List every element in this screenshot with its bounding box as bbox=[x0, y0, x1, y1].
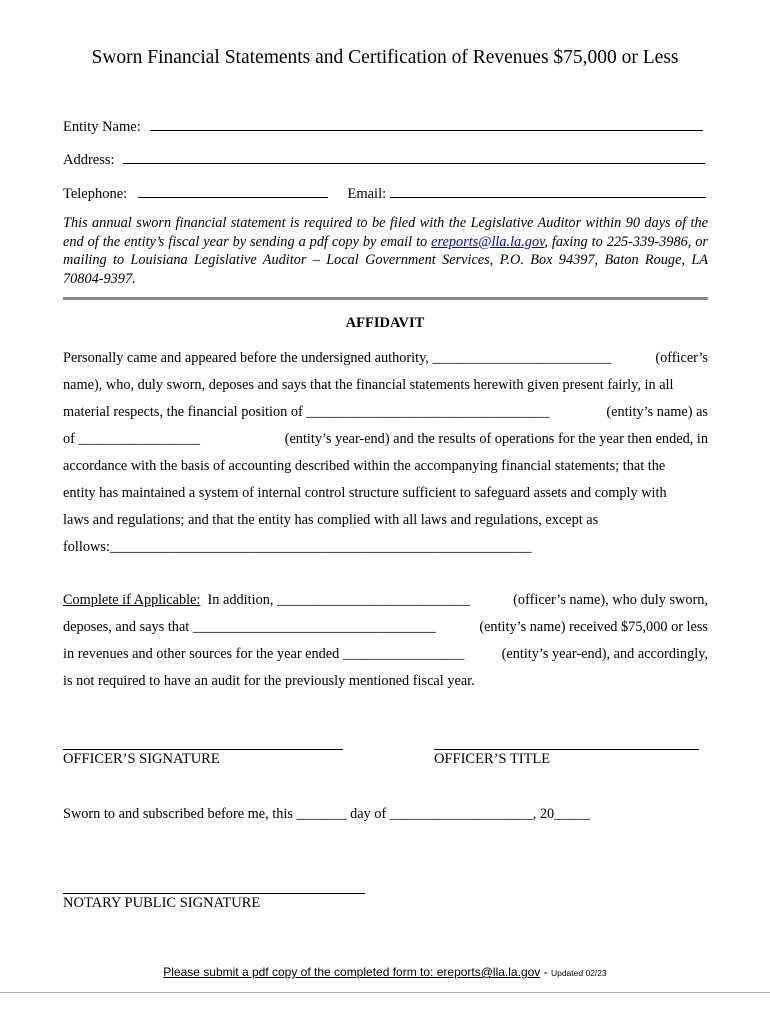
affidavit-heading: AFFIDAVIT bbox=[345, 315, 425, 331]
applicable-text: (officer’s name), who duly sworn, bbox=[513, 592, 708, 608]
affidavit-text: entity has maintained a system of internal control structure sufficient to safeguard assets and comply with bbox=[63, 485, 667, 501]
affidavit-line bbox=[63, 350, 708, 370]
applicable-text: (entity’s year-end), and accordingly, bbox=[501, 646, 708, 662]
page-title: Sworn Financial Statements and Certification of Revenues $75,000 or Less bbox=[91, 47, 679, 68]
intro-text-after: , faxing to 225-339-3986, or mailing to Louisiana Legislative Auditor – Local Government Services, P.O. Box 94397, Baton Rouge, LA 70804-9397. bbox=[63, 233, 708, 287]
year-end-blank[interactable]: _________________ bbox=[342, 646, 465, 662]
affidavit-text: accordance with the basis of accounting described within the accompanying financial statements; that the bbox=[63, 458, 666, 474]
affidavit-text: laws and regulations; and that the entity has complied with all laws and regulations, except as bbox=[63, 512, 599, 528]
officer-signature-label: OFFICER’S SIGNATURE bbox=[63, 751, 220, 767]
applicable-label: Complete if Applicable: bbox=[63, 592, 201, 608]
affidavit-line bbox=[63, 458, 708, 478]
entity-name-blank[interactable]: __________________________________ bbox=[306, 404, 550, 420]
applicable-line bbox=[63, 619, 708, 639]
officer-name-blank[interactable]: ___________________________ bbox=[277, 592, 471, 608]
applicable-line bbox=[63, 673, 708, 693]
footer-separator: - bbox=[540, 965, 551, 979]
officer-title-label: OFFICER’S TITLE bbox=[434, 751, 551, 767]
email-link[interactable]: ereports@lla.la.gov bbox=[431, 233, 545, 250]
footer-updated: Updated 02/23 bbox=[550, 968, 607, 978]
officer-title-line[interactable] bbox=[434, 749, 699, 750]
intro-text-before: This annual sworn financial statement is required to be filed with the Legislative Auditor within 90 days of the end of the entity’s fiscal year by sending a pdf copy by email to bbox=[63, 215, 708, 250]
address-field[interactable] bbox=[123, 149, 705, 164]
officer-name-blank[interactable]: _________________________ bbox=[432, 350, 612, 366]
affidavit-text: Personally came and appeared before the undersigned authority, bbox=[63, 350, 433, 366]
affidavit-text: of bbox=[63, 431, 79, 447]
entity-name-blank[interactable]: __________________________________ bbox=[192, 619, 436, 635]
applicable-text: (entity’s name) received $75,000 or less bbox=[479, 619, 708, 635]
intro-paragraph bbox=[63, 214, 708, 288]
affidavit-text: (officer’s bbox=[655, 350, 708, 366]
divider bbox=[63, 297, 708, 300]
telephone-field[interactable] bbox=[138, 183, 328, 198]
affidavit-line bbox=[63, 404, 708, 424]
address-label: Address: bbox=[63, 152, 115, 168]
affidavit-line bbox=[63, 377, 708, 397]
address-row bbox=[63, 149, 705, 169]
affidavit-text: material respects, the financial position of bbox=[63, 404, 307, 420]
entity-name-row bbox=[63, 116, 703, 136]
affidavit-text: (entity’s year-end) and the results of operations for the year then ended, in bbox=[284, 431, 708, 447]
email-label: Email: bbox=[347, 186, 387, 202]
affidavit-line bbox=[63, 485, 708, 505]
affidavit-text: (entity’s name) as bbox=[606, 404, 708, 420]
applicable-line bbox=[63, 592, 708, 612]
email-field[interactable] bbox=[390, 183, 706, 198]
page-bottom-rule bbox=[0, 992, 770, 993]
notary-signature-label: NOTARY PUBLIC SIGNATURE bbox=[63, 895, 261, 911]
footer bbox=[0, 965, 770, 979]
affidavit-line bbox=[63, 431, 708, 451]
affidavit-line bbox=[63, 512, 708, 532]
follows-blank[interactable]: follows:___________________________________________________________ bbox=[63, 539, 532, 555]
affidavit-text: name), who, duly sworn, deposes and says that the financial statements herewith given present fairly, in all bbox=[63, 377, 674, 393]
contact-row bbox=[63, 183, 706, 203]
telephone-label: Telephone: bbox=[63, 186, 128, 202]
officer-signature-line[interactable] bbox=[63, 749, 343, 750]
notary-signature-line[interactable] bbox=[63, 893, 365, 894]
applicable-line bbox=[63, 646, 708, 666]
affidavit-line bbox=[63, 539, 708, 559]
year-end-blank[interactable]: _________________ bbox=[78, 431, 201, 447]
sworn-line[interactable]: Sworn to and subscribed before me, this _______ day of ____________________, 20_____ bbox=[63, 806, 590, 822]
applicable-text: deposes, and says that bbox=[63, 619, 193, 635]
applicable-text: in revenues and other sources for the year ended bbox=[63, 646, 343, 662]
applicable-text: is not required to have an audit for the previously mentioned fiscal year. bbox=[63, 673, 475, 689]
footer-text: Please submit a pdf copy of the completed form to: ereports@lla.la.gov bbox=[163, 965, 541, 979]
entity-name-field[interactable] bbox=[150, 116, 703, 131]
applicable-text: In addition, bbox=[200, 592, 278, 608]
entity-name-label: Entity Name: bbox=[63, 119, 141, 135]
